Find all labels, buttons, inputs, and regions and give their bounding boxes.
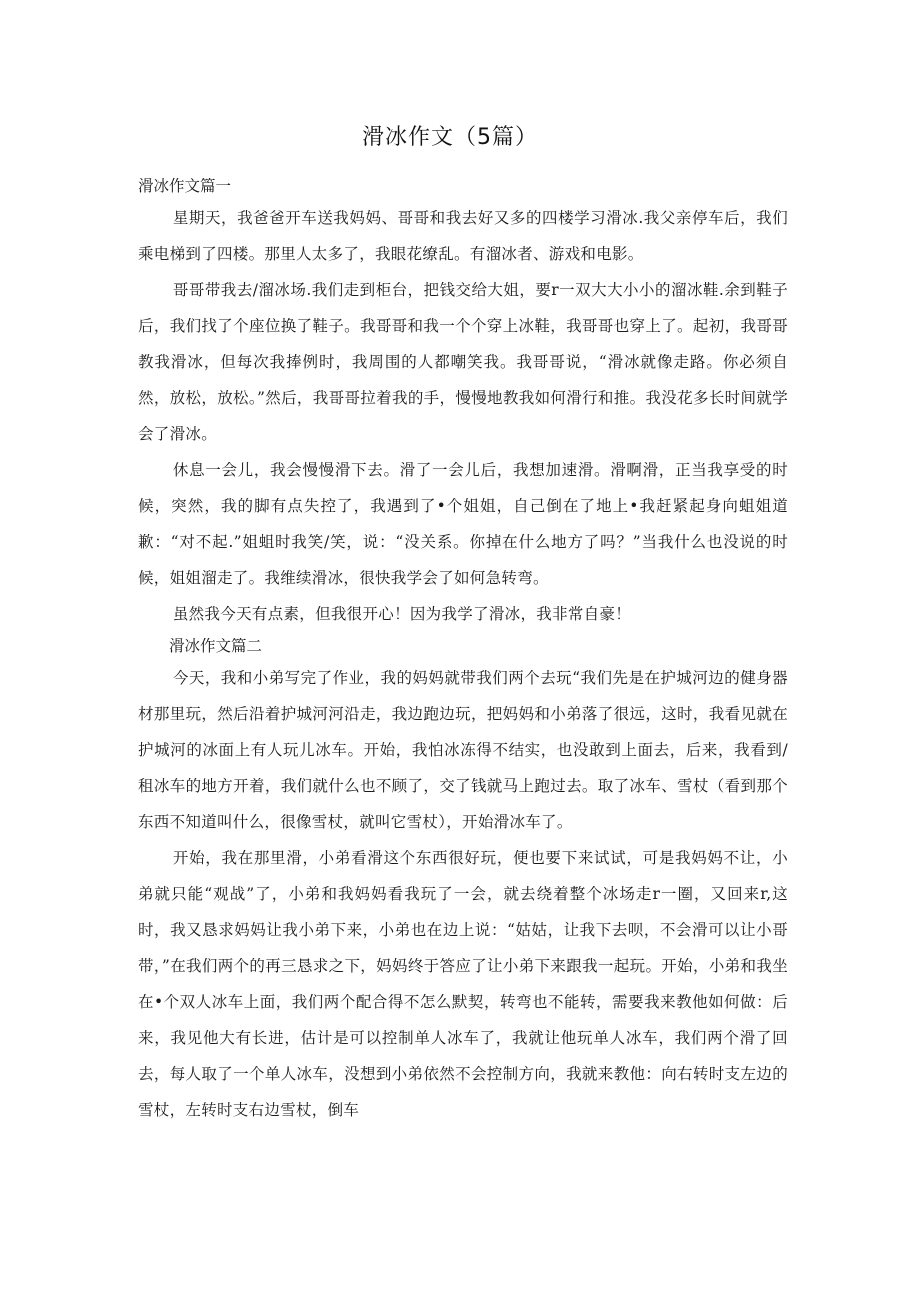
section-heading-1: 滑冰作文篇一	[138, 177, 232, 195]
paragraph: 休息一会儿，我会慢慢滑下去。滑了一会儿后，我想加速滑。滑啊滑，正当我享受的时候，突然，我的脚有点失控了，我遇到了•个姐姐，自己倒在了地上•我赶紧起身向蛆姐道歉：“对不起.”姐蛆时我笑/笑，说：“没关系。你掉在什么地方了吗？”当我什么也没说的时候，姐姐溜走了。我维续滑冰，很快我学会了如何急转弯。	[138, 461, 788, 587]
document-body	[138, 174, 788, 1128]
paragraph: 虽然我今天有点素，但我很开心！因为我学了滑冰，我非常自豪！	[172, 605, 632, 623]
paragraph: 星期天，我爸爸开车送我妈妈、哥哥和我去好又多的四楼学习滑冰.我父亲停车后，我们乘电梯到了四楼。那里人太多了，我眼花缭乱。有溜冰者、游戏和电影。	[138, 209, 788, 263]
paragraph: 今天，我和小弟写完了作业，我的妈妈就带我们两个去玩“我们先是在护城河边的健身器材那里玩，然后沿着护城河河沿走，我边跑边玩，把妈妈和小弟落了很远，这时，我看见就在护城河的冰面上有人玩儿冰车。开始，我怕冰冻得不结实，也没敢到上面去，后来，我看到/租冰车的地方开着，我们就什么也不顾了，交了钱就马上跑过去。取了冰车、雪杖（看到那个东西不知道叫什么，很像雪杖，就叫它雪杖），开始滑冰车了。	[138, 669, 788, 831]
paragraph: 哥哥带我去/溜冰场.我们走到柜台，把钱交给大姐，要r一双大大小小的溜冰鞋.余到鞋子后，我们找了个座位换了鞋子。我哥哥和我一个个穿上冰鞋，我哥哥也穿上了。起初，我哥哥教我滑冰，但每次我捧例时，我周围的人都嘲笑我。我哥哥说，“滑冰就像走路。你必须自然，放松，放松。”然后，我哥哥拉着我的手，慢慢地教我如何滑行和推。我没花多长时间就学会了滑冰。	[138, 281, 788, 443]
section-heading-2: 滑冰作文篇二	[169, 637, 263, 655]
document-title: 滑冰作文（5篇）	[362, 125, 538, 150]
paragraph: 开始，我在那里滑，小弟看滑这个东西很好玩，便也要下来试试，可是我妈妈不让，小弟就只能“观战”了，小弟和我妈妈看我玩了一会，就去绕着整个冰场走r一圈，又回来r,这时，我又恳求妈妈让我小弟下来，小弟也在边上说：“姑姑，让我下去呗，不会滑可以让小哥带，”在我们两个的再三恳求之下，妈妈终于答应了让小弟下来跟我一起玩。开始，小弟和我坐在•个双人冰车上面，我们两个配合得不怎么默契，转弯也不能转，需要我来教他如何做：后来，我见他大有长进，估计是可以控制单人冰车了，我就让他玩单人冰车，我们两个滑了回去，每人取了一个单人冰车，没想到小弟依然不会控制方向，我就来教他：向右转时支左边的雪杖，左转时支右边雪杖，倒车	[138, 849, 788, 1119]
